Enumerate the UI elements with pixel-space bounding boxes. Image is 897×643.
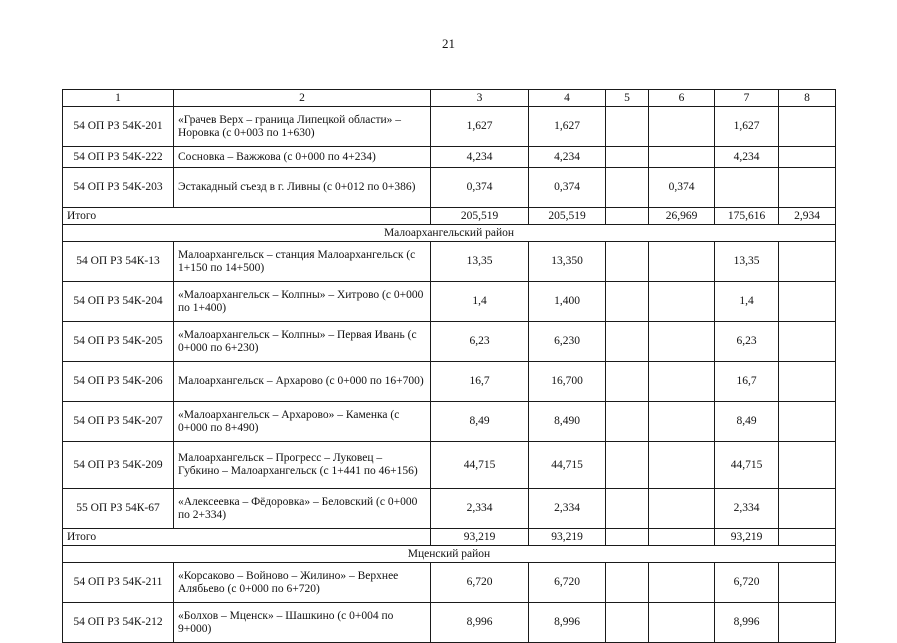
table-row: [63, 322, 836, 362]
header-cell-2: 2: [174, 90, 431, 107]
value-cell-6: [649, 563, 715, 603]
road-code-cell: 54 ОП РЗ 54К-209: [63, 442, 174, 489]
value-cell-4: 2,334: [529, 489, 606, 529]
value-cell-4: 1,400: [529, 282, 606, 322]
value-cell-7: [715, 168, 779, 208]
header-cell-5: 5: [606, 90, 649, 107]
value-cell-5: [606, 489, 649, 529]
value-cell-8: [779, 282, 836, 322]
value-cell-7: 16,7: [715, 362, 779, 402]
value-cell-4: 44,715: [529, 442, 606, 489]
value-cell-4: 16,700: [529, 362, 606, 402]
road-code-cell: 54 ОП РЗ 54К-206: [63, 362, 174, 402]
road-code-cell: 54 ОП РЗ 54К-222: [63, 147, 174, 168]
value-cell-3: 6,23: [431, 322, 529, 362]
value-cell-3: 8,996: [431, 603, 529, 643]
value-cell-4: 13,350: [529, 242, 606, 282]
value-cell-8: [779, 442, 836, 489]
value-cell-7: 4,234: [715, 147, 779, 168]
road-name-cell: Малоархангельск – Архарово (с 0+000 по 16+700): [174, 362, 431, 402]
header-cell-4: 4: [529, 90, 606, 107]
total-cell-7: 93,219: [715, 529, 779, 546]
road-code-cell: 54 ОП РЗ 54К-204: [63, 282, 174, 322]
value-cell-5: [606, 107, 649, 147]
road-name-cell: «Малоархангельск – Колпны» – Первая Ивань (с 0+000 по 6+230): [174, 322, 431, 362]
table-row: [63, 402, 836, 442]
value-cell-5: [606, 603, 649, 643]
total-cell-4: 93,219: [529, 529, 606, 546]
value-cell-8: [779, 489, 836, 529]
value-cell-8: [779, 603, 836, 643]
value-cell-6: [649, 147, 715, 168]
value-cell-5: [606, 442, 649, 489]
value-cell-5: [606, 282, 649, 322]
value-cell-7: 8,996: [715, 603, 779, 643]
value-cell-6: [649, 603, 715, 643]
table-row: [63, 563, 836, 603]
value-cell-3: 4,234: [431, 147, 529, 168]
total-cell-3: 93,219: [431, 529, 529, 546]
value-cell-6: [649, 442, 715, 489]
road-code-cell: 54 ОП РЗ 54К-211: [63, 563, 174, 603]
value-cell-7: 44,715: [715, 442, 779, 489]
table-row: [63, 107, 836, 147]
value-cell-7: 2,334: [715, 489, 779, 529]
value-cell-5: [606, 168, 649, 208]
district-name-cell: Мценский район: [63, 546, 836, 563]
header-cell-6: 6: [649, 90, 715, 107]
value-cell-8: [779, 322, 836, 362]
road-name-cell: «Корсаково – Войново – Жилино» – Верхнее Алябьево (с 0+000 по 6+720): [174, 563, 431, 603]
road-name-cell: Малоархангельск – Прогресс – Луковец – Губкино – Малоархангельск (с 1+441 по 46+156): [174, 442, 431, 489]
value-cell-6: [649, 282, 715, 322]
value-cell-4: 8,996: [529, 603, 606, 643]
value-cell-4: 6,230: [529, 322, 606, 362]
total-cell-6: [649, 529, 715, 546]
total-cell-5: [606, 208, 649, 225]
value-cell-5: [606, 242, 649, 282]
total-cell-5: [606, 529, 649, 546]
value-cell-8: [779, 242, 836, 282]
total-cell-8: [779, 529, 836, 546]
table-row: [63, 282, 836, 322]
road-name-cell: «Малоархангельск – Архарово» – Каменка (с 0+000 по 8+490): [174, 402, 431, 442]
road-code-cell: 54 ОП РЗ 54К-212: [63, 603, 174, 643]
value-cell-3: 13,35: [431, 242, 529, 282]
value-cell-8: [779, 563, 836, 603]
road-name-cell: «Болхов – Мценск» – Шашкино (с 0+004 по 9+000): [174, 603, 431, 643]
header-cell-7: 7: [715, 90, 779, 107]
table-row: [63, 242, 836, 282]
value-cell-7: 6,720: [715, 563, 779, 603]
value-cell-7: 1,627: [715, 107, 779, 147]
value-cell-8: [779, 402, 836, 442]
value-cell-6: [649, 322, 715, 362]
total-label-cell: Итого: [63, 529, 431, 546]
table-header-row: [63, 90, 836, 107]
road-name-cell: Эстакадный съезд в г. Ливны (с 0+012 по 0+386): [174, 168, 431, 208]
road-code-cell: 54 ОП РЗ 54К-13: [63, 242, 174, 282]
value-cell-6: 0,374: [649, 168, 715, 208]
header-cell-8: 8: [779, 90, 836, 107]
total-cell-6: 26,969: [649, 208, 715, 225]
value-cell-4: 0,374: [529, 168, 606, 208]
value-cell-5: [606, 322, 649, 362]
district-row: [63, 225, 836, 242]
table-row: [63, 168, 836, 208]
road-name-cell: Малоархангельск – станция Малоархангельск (с 1+150 по 14+500): [174, 242, 431, 282]
total-cell-4: 205,519: [529, 208, 606, 225]
road-name-cell: Сосновка – Важжова (с 0+000 по 4+234): [174, 147, 431, 168]
district-name-cell: Малоархангельский район: [63, 225, 836, 242]
value-cell-6: [649, 402, 715, 442]
roads-table: [62, 89, 836, 643]
value-cell-3: 0,374: [431, 168, 529, 208]
table-row: [63, 442, 836, 489]
total-row: [63, 529, 836, 546]
value-cell-4: 8,490: [529, 402, 606, 442]
value-cell-8: [779, 147, 836, 168]
value-cell-3: 2,334: [431, 489, 529, 529]
value-cell-3: 6,720: [431, 563, 529, 603]
value-cell-6: [649, 107, 715, 147]
value-cell-7: 13,35: [715, 242, 779, 282]
total-cell-8: 2,934: [779, 208, 836, 225]
value-cell-5: [606, 563, 649, 603]
total-cell-7: 175,616: [715, 208, 779, 225]
value-cell-3: 16,7: [431, 362, 529, 402]
road-code-cell: 54 ОП РЗ 54К-201: [63, 107, 174, 147]
road-code-cell: 54 ОП РЗ 54К-207: [63, 402, 174, 442]
page-number: 21: [442, 36, 455, 51]
road-code-cell: 54 ОП РЗ 54К-203: [63, 168, 174, 208]
value-cell-6: [649, 242, 715, 282]
value-cell-4: 4,234: [529, 147, 606, 168]
road-name-cell: «Алексеевка – Фёдоровка» – Беловский (с 0+000 по 2+334): [174, 489, 431, 529]
table-row: [63, 362, 836, 402]
value-cell-8: [779, 107, 836, 147]
value-cell-8: [779, 362, 836, 402]
value-cell-7: 1,4: [715, 282, 779, 322]
value-cell-6: [649, 489, 715, 529]
road-code-cell: 55 ОП РЗ 54К-67: [63, 489, 174, 529]
header-cell-3: 3: [431, 90, 529, 107]
district-row: [63, 546, 836, 563]
value-cell-6: [649, 362, 715, 402]
total-row: [63, 208, 836, 225]
total-cell-3: 205,519: [431, 208, 529, 225]
value-cell-8: [779, 168, 836, 208]
value-cell-5: [606, 362, 649, 402]
value-cell-3: 44,715: [431, 442, 529, 489]
value-cell-4: 6,720: [529, 563, 606, 603]
value-cell-5: [606, 147, 649, 168]
road-name-cell: «Грачев Верх – граница Липецкой области» – Норовка (с 0+003 по 1+630): [174, 107, 431, 147]
value-cell-3: 8,49: [431, 402, 529, 442]
table-row: [63, 603, 836, 643]
table-row: [63, 489, 836, 529]
table-row: [63, 147, 836, 168]
value-cell-5: [606, 402, 649, 442]
header-cell-1: 1: [63, 90, 174, 107]
total-label-cell: Итого: [63, 208, 431, 225]
road-code-cell: 54 ОП РЗ 54К-205: [63, 322, 174, 362]
value-cell-4: 1,627: [529, 107, 606, 147]
value-cell-3: 1,4: [431, 282, 529, 322]
value-cell-3: 1,627: [431, 107, 529, 147]
road-name-cell: «Малоархангельск – Колпны» – Хитрово (с 0+000 по 1+400): [174, 282, 431, 322]
value-cell-7: 6,23: [715, 322, 779, 362]
value-cell-7: 8,49: [715, 402, 779, 442]
